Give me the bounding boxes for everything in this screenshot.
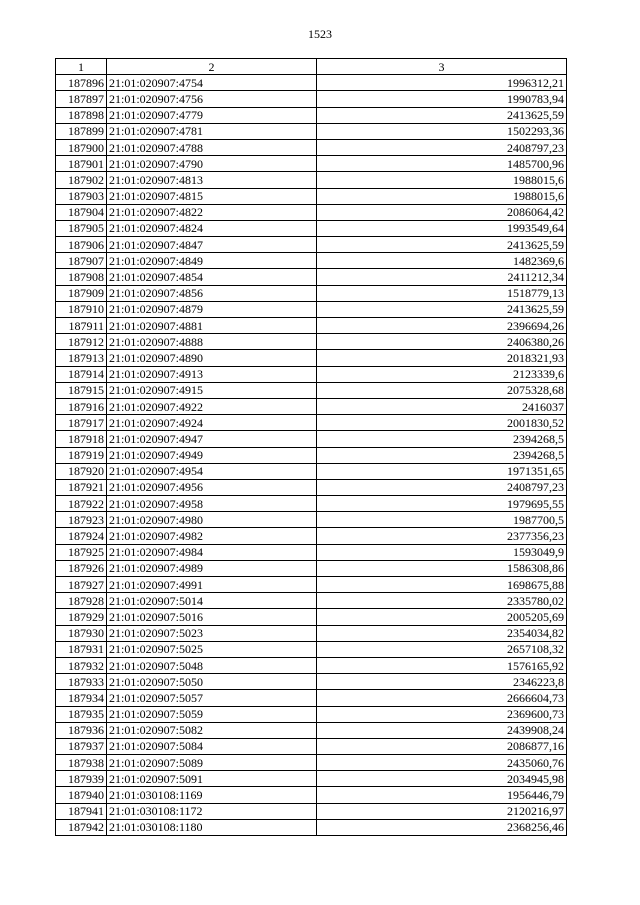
cadastral-number-cell: 21:01:020907:4984 <box>107 544 317 560</box>
cadastral-number-cell: 21:01:020907:4954 <box>107 463 317 479</box>
table-row <box>56 301 567 317</box>
value-cell: 2396694,26 <box>317 318 567 334</box>
table-row <box>56 204 567 220</box>
table-row <box>56 706 567 722</box>
table-row <box>56 269 567 285</box>
table-row <box>56 107 567 123</box>
row-number-cell: 187907 <box>56 253 107 269</box>
cadastral-number-cell: 21:01:020907:5059 <box>107 706 317 722</box>
table-row <box>56 91 567 107</box>
cadastral-number-cell: 21:01:020907:5023 <box>107 625 317 641</box>
value-cell: 2435060,76 <box>317 755 567 771</box>
value-cell: 2439908,24 <box>317 722 567 738</box>
row-number-cell: 187927 <box>56 577 107 593</box>
cadastral-number-cell: 21:01:020907:5082 <box>107 722 317 738</box>
row-number-cell: 187903 <box>56 188 107 204</box>
value-cell: 1993549,64 <box>317 220 567 236</box>
cadastral-number-cell: 21:01:030108:1180 <box>107 819 317 835</box>
table-row <box>56 447 567 463</box>
cadastral-number-cell: 21:01:020907:4947 <box>107 431 317 447</box>
value-cell: 1990783,94 <box>317 91 567 107</box>
row-number-cell: 187904 <box>56 204 107 220</box>
cadastral-number-cell: 21:01:020907:4856 <box>107 285 317 301</box>
value-cell: 2369600,73 <box>317 706 567 722</box>
table-row <box>56 156 567 172</box>
value-cell: 1482369,6 <box>317 253 567 269</box>
value-cell: 2086064,42 <box>317 204 567 220</box>
row-number-cell: 187942 <box>56 819 107 835</box>
table-row <box>56 803 567 819</box>
row-number-cell: 187935 <box>56 706 107 722</box>
row-number-cell: 187917 <box>56 415 107 431</box>
value-cell: 2123339,6 <box>317 366 567 382</box>
table-row <box>56 625 567 641</box>
column-header-2: 2 <box>107 59 317 75</box>
value-cell: 1502293,36 <box>317 123 567 139</box>
value-cell: 1996312,21 <box>317 75 567 91</box>
cadastral-number-cell: 21:01:020907:4847 <box>107 237 317 253</box>
value-cell: 1698675,88 <box>317 577 567 593</box>
row-number-cell: 187938 <box>56 755 107 771</box>
cadastral-number-cell: 21:01:020907:4924 <box>107 415 317 431</box>
cadastral-number-cell: 21:01:020907:5091 <box>107 771 317 787</box>
table-row <box>56 220 567 236</box>
value-cell: 1956446,79 <box>317 787 567 803</box>
value-cell: 1593049,9 <box>317 544 567 560</box>
value-cell: 1988015,6 <box>317 188 567 204</box>
table-row <box>56 253 567 269</box>
table-header-row <box>56 59 567 75</box>
cadastral-number-cell: 21:01:020907:4813 <box>107 172 317 188</box>
cadastral-number-cell: 21:01:020907:5014 <box>107 593 317 609</box>
row-number-cell: 187897 <box>56 91 107 107</box>
table-row <box>56 771 567 787</box>
cadastral-number-cell: 21:01:020907:4991 <box>107 577 317 593</box>
table-row <box>56 188 567 204</box>
cadastral-number-cell: 21:01:020907:5050 <box>107 674 317 690</box>
row-number-cell: 187912 <box>56 334 107 350</box>
row-number-cell: 187908 <box>56 269 107 285</box>
value-cell: 2408797,23 <box>317 479 567 495</box>
row-number-cell: 187896 <box>56 75 107 91</box>
table-body <box>56 75 567 836</box>
value-cell: 1979695,55 <box>317 496 567 512</box>
value-cell: 2411212,34 <box>317 269 567 285</box>
value-cell: 2005205,69 <box>317 609 567 625</box>
cadastral-number-cell: 21:01:020907:5025 <box>107 641 317 657</box>
row-number-cell: 187905 <box>56 220 107 236</box>
row-number-cell: 187901 <box>56 156 107 172</box>
value-cell: 2335780,02 <box>317 593 567 609</box>
value-cell: 2394268,5 <box>317 447 567 463</box>
table-row <box>56 496 567 512</box>
row-number-cell: 187899 <box>56 123 107 139</box>
row-number-cell: 187922 <box>56 496 107 512</box>
table-row <box>56 674 567 690</box>
row-number-cell: 187926 <box>56 560 107 576</box>
value-cell: 2406380,26 <box>317 334 567 350</box>
cadastral-number-cell: 21:01:020907:5016 <box>107 609 317 625</box>
value-cell: 2346223,8 <box>317 674 567 690</box>
row-number-cell: 187940 <box>56 787 107 803</box>
value-cell: 1586308,86 <box>317 560 567 576</box>
value-cell: 2120216,97 <box>317 803 567 819</box>
cadastral-number-cell: 21:01:020907:5084 <box>107 738 317 754</box>
cadastral-number-cell: 21:01:020907:4822 <box>107 204 317 220</box>
cadastral-number-cell: 21:01:020907:4915 <box>107 382 317 398</box>
table-row <box>56 139 567 155</box>
cadastral-number-cell: 21:01:020907:4788 <box>107 139 317 155</box>
row-number-cell: 187921 <box>56 479 107 495</box>
registry-table <box>55 58 567 836</box>
value-cell: 1988015,6 <box>317 172 567 188</box>
column-header-1: 1 <box>56 59 107 75</box>
table-row <box>56 690 567 706</box>
column-header-3: 3 <box>317 59 567 75</box>
cadastral-number-cell: 21:01:020907:4958 <box>107 496 317 512</box>
table-row <box>56 738 567 754</box>
table-row <box>56 722 567 738</box>
row-number-cell: 187906 <box>56 237 107 253</box>
table-row <box>56 398 567 414</box>
value-cell: 2018321,93 <box>317 350 567 366</box>
value-cell: 1987700,5 <box>317 512 567 528</box>
table-row <box>56 641 567 657</box>
row-number-cell: 187929 <box>56 609 107 625</box>
cadastral-number-cell: 21:01:020907:4913 <box>107 366 317 382</box>
cadastral-number-cell: 21:01:020907:4890 <box>107 350 317 366</box>
value-cell: 2416037 <box>317 398 567 414</box>
value-cell: 2657108,32 <box>317 641 567 657</box>
row-number-cell: 187900 <box>56 139 107 155</box>
cadastral-number-cell: 21:01:020907:5048 <box>107 657 317 673</box>
table-row <box>56 366 567 382</box>
cadastral-number-cell: 21:01:020907:4922 <box>107 398 317 414</box>
row-number-cell: 187932 <box>56 657 107 673</box>
value-cell: 2354034,82 <box>317 625 567 641</box>
value-cell: 2413625,59 <box>317 107 567 123</box>
row-number-cell: 187918 <box>56 431 107 447</box>
row-number-cell: 187925 <box>56 544 107 560</box>
table-row <box>56 609 567 625</box>
row-number-cell: 187911 <box>56 318 107 334</box>
cadastral-number-cell: 21:01:020907:4888 <box>107 334 317 350</box>
table-row <box>56 755 567 771</box>
table-row <box>56 285 567 301</box>
table-row <box>56 819 567 835</box>
table-row <box>56 463 567 479</box>
row-number-cell: 187941 <box>56 803 107 819</box>
table-row <box>56 415 567 431</box>
table-row <box>56 334 567 350</box>
cadastral-number-cell: 21:01:030108:1169 <box>107 787 317 803</box>
table-row <box>56 382 567 398</box>
row-number-cell: 187924 <box>56 528 107 544</box>
cadastral-number-cell: 21:01:020907:4980 <box>107 512 317 528</box>
value-cell: 2394268,5 <box>317 431 567 447</box>
value-cell: 1485700,96 <box>317 156 567 172</box>
cadastral-number-cell: 21:01:020907:4754 <box>107 75 317 91</box>
cadastral-number-cell: 21:01:020907:5089 <box>107 755 317 771</box>
row-number-cell: 187902 <box>56 172 107 188</box>
cadastral-number-cell: 21:01:020907:4779 <box>107 107 317 123</box>
cadastral-number-cell: 21:01:020907:5057 <box>107 690 317 706</box>
cadastral-number-cell: 21:01:020907:4989 <box>107 560 317 576</box>
value-cell: 2368256,46 <box>317 819 567 835</box>
table-row <box>56 123 567 139</box>
cadastral-number-cell: 21:01:020907:4781 <box>107 123 317 139</box>
cadastral-number-cell: 21:01:020907:4879 <box>107 301 317 317</box>
value-cell: 1971351,65 <box>317 463 567 479</box>
table-row <box>56 787 567 803</box>
table-row <box>56 577 567 593</box>
table-row <box>56 479 567 495</box>
value-cell: 2086877,16 <box>317 738 567 754</box>
cadastral-number-cell: 21:01:020907:4949 <box>107 447 317 463</box>
value-cell: 1518779,13 <box>317 285 567 301</box>
row-number-cell: 187910 <box>56 301 107 317</box>
value-cell: 2001830,52 <box>317 415 567 431</box>
cadastral-number-cell: 21:01:020907:4881 <box>107 318 317 334</box>
table-row <box>56 350 567 366</box>
row-number-cell: 187909 <box>56 285 107 301</box>
table-row <box>56 318 567 334</box>
value-cell: 2413625,59 <box>317 301 567 317</box>
row-number-cell: 187915 <box>56 382 107 398</box>
value-cell: 1576165,92 <box>317 657 567 673</box>
row-number-cell: 187933 <box>56 674 107 690</box>
row-number-cell: 187934 <box>56 690 107 706</box>
value-cell: 2075328,68 <box>317 382 567 398</box>
table-row <box>56 172 567 188</box>
row-number-cell: 187930 <box>56 625 107 641</box>
table-row <box>56 544 567 560</box>
cadastral-number-cell: 21:01:020907:4982 <box>107 528 317 544</box>
row-number-cell: 187923 <box>56 512 107 528</box>
cadastral-number-cell: 21:01:020907:4956 <box>107 479 317 495</box>
cadastral-number-cell: 21:01:020907:4815 <box>107 188 317 204</box>
row-number-cell: 187913 <box>56 350 107 366</box>
table-row <box>56 657 567 673</box>
row-number-cell: 187920 <box>56 463 107 479</box>
row-number-cell: 187914 <box>56 366 107 382</box>
value-cell: 2034945,98 <box>317 771 567 787</box>
value-cell: 2408797,23 <box>317 139 567 155</box>
table-row <box>56 237 567 253</box>
row-number-cell: 187919 <box>56 447 107 463</box>
row-number-cell: 187898 <box>56 107 107 123</box>
row-number-cell: 187937 <box>56 738 107 754</box>
value-cell: 2666604,73 <box>317 690 567 706</box>
table-row <box>56 431 567 447</box>
cadastral-number-cell: 21:01:020907:4756 <box>107 91 317 107</box>
table-row <box>56 75 567 91</box>
cadastral-number-cell: 21:01:020907:4824 <box>107 220 317 236</box>
value-cell: 2377356,23 <box>317 528 567 544</box>
table-row <box>56 560 567 576</box>
table-row <box>56 528 567 544</box>
value-cell: 2413625,59 <box>317 237 567 253</box>
cadastral-number-cell: 21:01:020907:4790 <box>107 156 317 172</box>
row-number-cell: 187928 <box>56 593 107 609</box>
row-number-cell: 187936 <box>56 722 107 738</box>
table-row <box>56 512 567 528</box>
row-number-cell: 187931 <box>56 641 107 657</box>
row-number-cell: 187939 <box>56 771 107 787</box>
cadastral-number-cell: 21:01:020907:4849 <box>107 253 317 269</box>
table-row <box>56 593 567 609</box>
page-number: 1523 <box>308 27 332 41</box>
row-number-cell: 187916 <box>56 398 107 414</box>
cadastral-number-cell: 21:01:020907:4854 <box>107 269 317 285</box>
cadastral-number-cell: 21:01:030108:1172 <box>107 803 317 819</box>
